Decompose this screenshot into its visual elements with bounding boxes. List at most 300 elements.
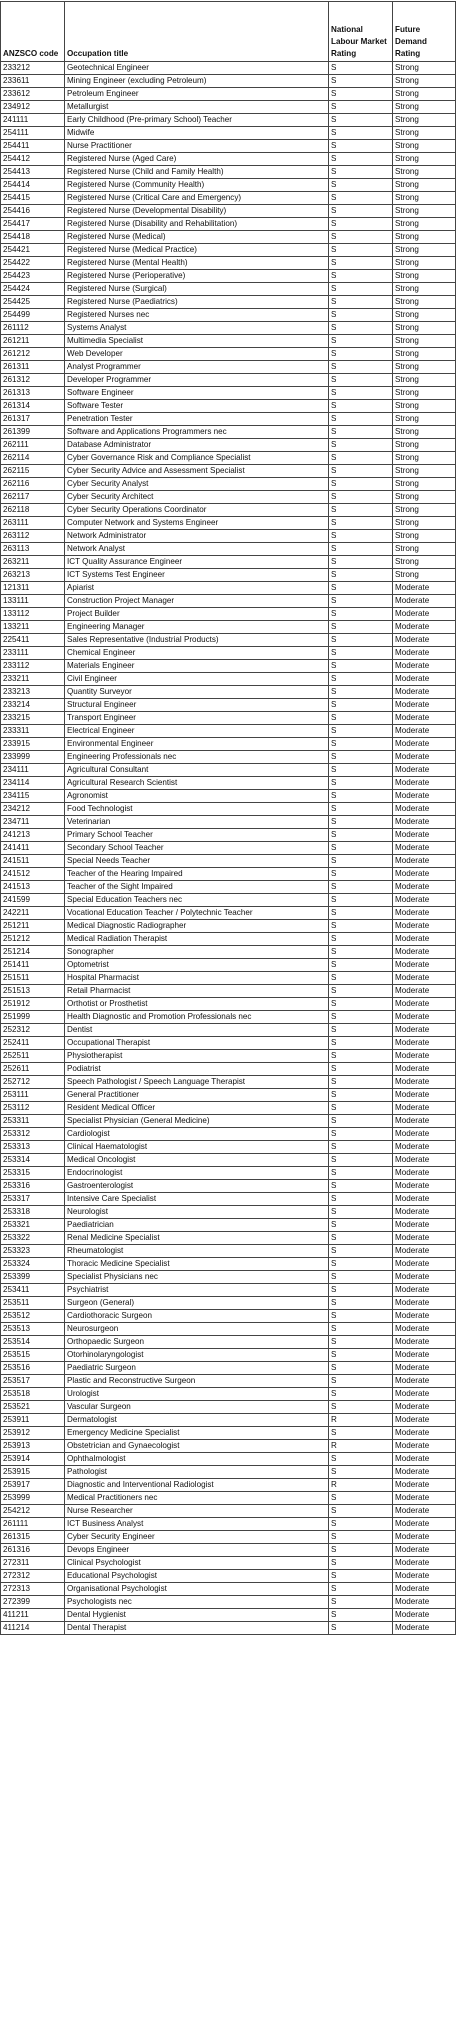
national-rating-cell: S: [329, 907, 393, 920]
future-demand-cell: Strong: [393, 75, 456, 88]
anzsco-code-cell: 253322: [1, 1232, 65, 1245]
future-demand-cell: Moderate: [393, 1102, 456, 1115]
anzsco-code-cell: 133211: [1, 621, 65, 634]
national-rating-cell: S: [329, 478, 393, 491]
table-row: [1, 1219, 456, 1232]
occupation-title-cell: Speech Pathologist / Speech Language Therapist: [65, 1076, 329, 1089]
future-demand-cell: Moderate: [393, 738, 456, 751]
anzsco-code-cell: 252312: [1, 1024, 65, 1037]
future-demand-cell: Moderate: [393, 1024, 456, 1037]
national-rating-cell: S: [329, 1297, 393, 1310]
table-row: [1, 946, 456, 959]
occupation-title-cell: Registered Nurse (Mental Health): [65, 257, 329, 270]
future-demand-cell: Strong: [393, 231, 456, 244]
national-rating-cell: S: [329, 283, 393, 296]
national-rating-cell: S: [329, 1115, 393, 1128]
national-rating-cell: S: [329, 946, 393, 959]
national-rating-cell: S: [329, 1544, 393, 1557]
anzsco-code-cell: 261314: [1, 400, 65, 413]
header-future-demand: Future Demand Rating: [393, 2, 456, 62]
occupation-title-cell: Registered Nurse (Surgical): [65, 283, 329, 296]
table-row: [1, 855, 456, 868]
anzsco-code-cell: 253512: [1, 1310, 65, 1323]
occupation-title-cell: Educational Psychologist: [65, 1570, 329, 1583]
occupation-title-cell: Cyber Security Engineer: [65, 1531, 329, 1544]
table-row: [1, 296, 456, 309]
anzsco-code-cell: 253315: [1, 1167, 65, 1180]
table-row: [1, 439, 456, 452]
anzsco-code-cell: 261212: [1, 348, 65, 361]
national-rating-cell: S: [329, 1219, 393, 1232]
anzsco-code-cell: 254413: [1, 166, 65, 179]
future-demand-cell: Moderate: [393, 1076, 456, 1089]
anzsco-code-cell: 133112: [1, 608, 65, 621]
occupation-title-cell: Thoracic Medicine Specialist: [65, 1258, 329, 1271]
future-demand-cell: Moderate: [393, 1154, 456, 1167]
future-demand-cell: Moderate: [393, 595, 456, 608]
occupation-title-cell: Special Education Teachers nec: [65, 894, 329, 907]
national-rating-cell: S: [329, 179, 393, 192]
anzsco-code-cell: 234912: [1, 101, 65, 114]
future-demand-cell: Moderate: [393, 1258, 456, 1271]
anzsco-code-cell: 262115: [1, 465, 65, 478]
table-row: [1, 998, 456, 1011]
national-rating-cell: S: [329, 816, 393, 829]
national-rating-cell: S: [329, 517, 393, 530]
anzsco-code-cell: 261315: [1, 1531, 65, 1544]
anzsco-code-cell: 253913: [1, 1440, 65, 1453]
occupation-title-cell: Emergency Medicine Specialist: [65, 1427, 329, 1440]
occupation-title-cell: Registered Nurse (Medical Practice): [65, 244, 329, 257]
future-demand-cell: Moderate: [393, 1206, 456, 1219]
future-demand-cell: Strong: [393, 556, 456, 569]
table-row: [1, 1375, 456, 1388]
table-row: [1, 192, 456, 205]
anzsco-code-cell: 254423: [1, 270, 65, 283]
national-rating-cell: S: [329, 1258, 393, 1271]
table-row: [1, 1232, 456, 1245]
table-row: [1, 1596, 456, 1609]
occupation-title-cell: Teacher of the Hearing Impaired: [65, 868, 329, 881]
future-demand-cell: Moderate: [393, 1479, 456, 1492]
anzsco-code-cell: 254424: [1, 283, 65, 296]
table-row: [1, 1154, 456, 1167]
anzsco-code-cell: 234212: [1, 803, 65, 816]
table-row: [1, 686, 456, 699]
header-row: [1, 2, 456, 62]
table-row: [1, 153, 456, 166]
future-demand-cell: Strong: [393, 517, 456, 530]
occupation-title-cell: Podiatrist: [65, 1063, 329, 1076]
anzsco-code-cell: 263113: [1, 543, 65, 556]
table-row: [1, 790, 456, 803]
future-demand-cell: Strong: [393, 166, 456, 179]
future-demand-cell: Moderate: [393, 1037, 456, 1050]
future-demand-cell: Moderate: [393, 1115, 456, 1128]
national-rating-cell: S: [329, 868, 393, 881]
national-rating-cell: S: [329, 829, 393, 842]
anzsco-code-cell: 263211: [1, 556, 65, 569]
anzsco-code-cell: 253521: [1, 1401, 65, 1414]
occupation-title-cell: Petroleum Engineer: [65, 88, 329, 101]
national-rating-cell: S: [329, 933, 393, 946]
table-row: [1, 1284, 456, 1297]
occupation-title-cell: Clinical Haematologist: [65, 1141, 329, 1154]
anzsco-code-cell: 253112: [1, 1102, 65, 1115]
national-rating-cell: S: [329, 1583, 393, 1596]
table-row: [1, 972, 456, 985]
occupation-title-cell: Otorhinolaryngologist: [65, 1349, 329, 1362]
future-demand-cell: Moderate: [393, 907, 456, 920]
national-rating-cell: S: [329, 1427, 393, 1440]
anzsco-code-cell: 253312: [1, 1128, 65, 1141]
national-rating-cell: S: [329, 244, 393, 257]
national-rating-cell: S: [329, 647, 393, 660]
national-rating-cell: S: [329, 1401, 393, 1414]
table-row: [1, 309, 456, 322]
future-demand-cell: Moderate: [393, 829, 456, 842]
anzsco-code-cell: 262118: [1, 504, 65, 517]
national-rating-cell: S: [329, 322, 393, 335]
occupation-title-cell: Registered Nurse (Disability and Rehabilitation): [65, 218, 329, 231]
anzsco-code-cell: 261312: [1, 374, 65, 387]
anzsco-code-cell: 233112: [1, 660, 65, 673]
table-row: [1, 621, 456, 634]
table-row: [1, 491, 456, 504]
occupation-title-cell: Veterinarian: [65, 816, 329, 829]
future-demand-cell: Moderate: [393, 1583, 456, 1596]
occupation-title-cell: Dermatologist: [65, 1414, 329, 1427]
table-row: [1, 751, 456, 764]
future-demand-cell: Moderate: [393, 894, 456, 907]
anzsco-code-cell: 411214: [1, 1622, 65, 1635]
anzsco-code-cell: 234711: [1, 816, 65, 829]
occupation-title-cell: Cyber Security Advice and Assessment Specialist: [65, 465, 329, 478]
future-demand-cell: Moderate: [393, 634, 456, 647]
national-rating-cell: S: [329, 1323, 393, 1336]
future-demand-cell: Strong: [393, 179, 456, 192]
table-row: [1, 1349, 456, 1362]
national-rating-cell: S: [329, 62, 393, 75]
national-rating-cell: S: [329, 166, 393, 179]
table-row: [1, 1336, 456, 1349]
anzsco-code-cell: 262116: [1, 478, 65, 491]
future-demand-cell: Moderate: [393, 1388, 456, 1401]
occupation-title-cell: Medical Diagnostic Radiographer: [65, 920, 329, 933]
anzsco-code-cell: 253911: [1, 1414, 65, 1427]
anzsco-code-cell: 254414: [1, 179, 65, 192]
anzsco-code-cell: 261112: [1, 322, 65, 335]
national-rating-cell: S: [329, 257, 393, 270]
anzsco-code-cell: 234115: [1, 790, 65, 803]
table-row: [1, 257, 456, 270]
national-rating-cell: S: [329, 1271, 393, 1284]
table-row: [1, 738, 456, 751]
occupation-title-cell: Software Engineer: [65, 387, 329, 400]
anzsco-code-cell: 253323: [1, 1245, 65, 1258]
anzsco-code-cell: 251513: [1, 985, 65, 998]
table-row: [1, 530, 456, 543]
national-rating-cell: S: [329, 1362, 393, 1375]
national-rating-cell: S: [329, 452, 393, 465]
future-demand-cell: Moderate: [393, 1505, 456, 1518]
table-row: [1, 218, 456, 231]
national-rating-cell: S: [329, 764, 393, 777]
occupation-title-cell: Agricultural Consultant: [65, 764, 329, 777]
table-row: [1, 1570, 456, 1583]
future-demand-cell: Moderate: [393, 1297, 456, 1310]
future-demand-cell: Strong: [393, 127, 456, 140]
table-row: [1, 1141, 456, 1154]
table-row: [1, 764, 456, 777]
occupation-title-cell: Multimedia Specialist: [65, 335, 329, 348]
future-demand-cell: Moderate: [393, 1245, 456, 1258]
future-demand-cell: Moderate: [393, 1544, 456, 1557]
future-demand-cell: Moderate: [393, 972, 456, 985]
occupation-title-cell: Orthotist or Prosthetist: [65, 998, 329, 1011]
table-row: [1, 283, 456, 296]
national-rating-cell: S: [329, 205, 393, 218]
anzsco-code-cell: 225411: [1, 634, 65, 647]
future-demand-cell: Strong: [393, 309, 456, 322]
future-demand-cell: Strong: [393, 218, 456, 231]
table-row: [1, 1388, 456, 1401]
table-row: [1, 881, 456, 894]
future-demand-cell: Strong: [393, 504, 456, 517]
anzsco-code-cell: 261399: [1, 426, 65, 439]
future-demand-cell: Moderate: [393, 582, 456, 595]
occupation-title-cell: Cardiothoracic Surgeon: [65, 1310, 329, 1323]
anzsco-code-cell: 233612: [1, 88, 65, 101]
table-row: [1, 1466, 456, 1479]
table-row: [1, 712, 456, 725]
anzsco-code-cell: 263213: [1, 569, 65, 582]
national-rating-cell: S: [329, 803, 393, 816]
occupation-title-cell: Specialist Physicians nec: [65, 1271, 329, 1284]
occupation-title-cell: Registered Nurse (Perioperative): [65, 270, 329, 283]
national-rating-cell: S: [329, 1596, 393, 1609]
table-row: [1, 1102, 456, 1115]
table-row: [1, 1362, 456, 1375]
occupation-title-cell: Mining Engineer (excluding Petroleum): [65, 75, 329, 88]
anzsco-code-cell: 254416: [1, 205, 65, 218]
future-demand-cell: Moderate: [393, 1232, 456, 1245]
occupation-title-cell: Neurosurgeon: [65, 1323, 329, 1336]
future-demand-cell: Moderate: [393, 1050, 456, 1063]
occupation-title-cell: Network Administrator: [65, 530, 329, 543]
table-row: [1, 868, 456, 881]
occupation-title-cell: Registered Nurse (Paediatrics): [65, 296, 329, 309]
future-demand-cell: Moderate: [393, 855, 456, 868]
national-rating-cell: S: [329, 1518, 393, 1531]
table-row: [1, 1167, 456, 1180]
table-row: [1, 985, 456, 998]
future-demand-cell: Moderate: [393, 959, 456, 972]
table-row: [1, 829, 456, 842]
occupation-title-cell: Vocational Education Teacher / Polytechnic Teacher: [65, 907, 329, 920]
occupation-title-cell: Resident Medical Officer: [65, 1102, 329, 1115]
future-demand-cell: Strong: [393, 452, 456, 465]
table-row: [1, 1310, 456, 1323]
header-national-rating: National Labour Market Rating: [329, 2, 393, 62]
occupation-title-cell: Registered Nurse (Developmental Disability): [65, 205, 329, 218]
national-rating-cell: S: [329, 1505, 393, 1518]
occupation-title-cell: Retail Pharmacist: [65, 985, 329, 998]
future-demand-cell: Strong: [393, 270, 456, 283]
anzsco-code-cell: 272312: [1, 1570, 65, 1583]
table-row: [1, 1427, 456, 1440]
occupation-title-cell: Health Diagnostic and Promotion Professionals nec: [65, 1011, 329, 1024]
national-rating-cell: S: [329, 686, 393, 699]
anzsco-code-cell: 121311: [1, 582, 65, 595]
anzsco-code-cell: 252712: [1, 1076, 65, 1089]
table-row: [1, 1024, 456, 1037]
future-demand-cell: Moderate: [393, 1128, 456, 1141]
future-demand-cell: Moderate: [393, 686, 456, 699]
anzsco-code-cell: 272313: [1, 1583, 65, 1596]
national-rating-cell: S: [329, 751, 393, 764]
national-rating-cell: S: [329, 790, 393, 803]
national-rating-cell: S: [329, 218, 393, 231]
future-demand-cell: Moderate: [393, 1141, 456, 1154]
occupation-title-cell: Renal Medicine Specialist: [65, 1232, 329, 1245]
national-rating-cell: S: [329, 101, 393, 114]
national-rating-cell: S: [329, 1154, 393, 1167]
occupation-title-cell: Database Administrator: [65, 439, 329, 452]
national-rating-cell: S: [329, 725, 393, 738]
occupation-title-cell: Orthopaedic Surgeon: [65, 1336, 329, 1349]
anzsco-code-cell: 254499: [1, 309, 65, 322]
occupation-title-cell: Civil Engineer: [65, 673, 329, 686]
anzsco-code-cell: 253518: [1, 1388, 65, 1401]
occupation-title-cell: Engineering Professionals nec: [65, 751, 329, 764]
future-demand-cell: Moderate: [393, 1531, 456, 1544]
occupation-title-cell: ICT Systems Test Engineer: [65, 569, 329, 582]
occupation-title-cell: Nurse Researcher: [65, 1505, 329, 1518]
occupation-title-cell: Nurse Practitioner: [65, 140, 329, 153]
anzsco-code-cell: 411211: [1, 1609, 65, 1622]
national-rating-cell: S: [329, 309, 393, 322]
occupation-title-cell: Software Tester: [65, 400, 329, 413]
occupation-title-cell: Rheumatologist: [65, 1245, 329, 1258]
table-row: [1, 127, 456, 140]
table-row: [1, 1271, 456, 1284]
table-row: [1, 1518, 456, 1531]
occupation-title-cell: Medical Radiation Therapist: [65, 933, 329, 946]
anzsco-code-cell: 253314: [1, 1154, 65, 1167]
occupation-title-cell: Registered Nurse (Aged Care): [65, 153, 329, 166]
table-row: [1, 387, 456, 400]
future-demand-cell: Moderate: [393, 1362, 456, 1375]
table-row: [1, 777, 456, 790]
table-row: [1, 322, 456, 335]
occupation-title-cell: Registered Nurses nec: [65, 309, 329, 322]
national-rating-cell: S: [329, 972, 393, 985]
anzsco-code-cell: 251214: [1, 946, 65, 959]
national-rating-cell: S: [329, 1141, 393, 1154]
future-demand-cell: Moderate: [393, 647, 456, 660]
anzsco-code-cell: 253411: [1, 1284, 65, 1297]
table-row: [1, 1193, 456, 1206]
anzsco-code-cell: 233111: [1, 647, 65, 660]
future-demand-cell: Moderate: [393, 1596, 456, 1609]
national-rating-cell: S: [329, 959, 393, 972]
national-rating-cell: S: [329, 1336, 393, 1349]
national-rating-cell: S: [329, 1193, 393, 1206]
occupation-title-cell: Construction Project Manager: [65, 595, 329, 608]
national-rating-cell: S: [329, 621, 393, 634]
future-demand-cell: Strong: [393, 88, 456, 101]
future-demand-cell: Moderate: [393, 1466, 456, 1479]
anzsco-code-cell: 241512: [1, 868, 65, 881]
future-demand-cell: Strong: [393, 322, 456, 335]
anzsco-code-cell: 253511: [1, 1297, 65, 1310]
occupation-title-cell: Developer Programmer: [65, 374, 329, 387]
national-rating-cell: R: [329, 1440, 393, 1453]
future-demand-cell: Moderate: [393, 1310, 456, 1323]
table-row: [1, 907, 456, 920]
table-row: [1, 1128, 456, 1141]
national-rating-cell: S: [329, 738, 393, 751]
anzsco-code-cell: 133111: [1, 595, 65, 608]
future-demand-cell: Moderate: [393, 1219, 456, 1232]
national-rating-cell: S: [329, 1063, 393, 1076]
anzsco-code-cell: 241513: [1, 881, 65, 894]
occupation-title-cell: Paediatric Surgeon: [65, 1362, 329, 1375]
future-demand-cell: Moderate: [393, 673, 456, 686]
table-row: [1, 88, 456, 101]
future-demand-cell: Strong: [393, 244, 456, 257]
anzsco-code-cell: 233915: [1, 738, 65, 751]
national-rating-cell: S: [329, 1349, 393, 1362]
table-row: [1, 1401, 456, 1414]
occupation-title-cell: Plastic and Reconstructive Surgeon: [65, 1375, 329, 1388]
table-row: [1, 1479, 456, 1492]
anzsco-code-cell: 234114: [1, 777, 65, 790]
anzsco-code-cell: 233214: [1, 699, 65, 712]
national-rating-cell: S: [329, 998, 393, 1011]
future-demand-cell: Moderate: [393, 608, 456, 621]
national-rating-cell: S: [329, 1492, 393, 1505]
occupation-title-cell: Registered Nurse (Child and Family Health): [65, 166, 329, 179]
anzsco-code-cell: 253515: [1, 1349, 65, 1362]
table-row: [1, 1323, 456, 1336]
future-demand-cell: Moderate: [393, 1609, 456, 1622]
future-demand-cell: Moderate: [393, 1193, 456, 1206]
occupation-title-cell: General Practitioner: [65, 1089, 329, 1102]
occupation-title-cell: Devops Engineer: [65, 1544, 329, 1557]
occupation-title-cell: Urologist: [65, 1388, 329, 1401]
anzsco-code-cell: 233215: [1, 712, 65, 725]
occupation-title-cell: Apiarist: [65, 582, 329, 595]
occupation-title-cell: Engineering Manager: [65, 621, 329, 634]
occupation-title-cell: Pathologist: [65, 1466, 329, 1479]
table-row: [1, 361, 456, 374]
occupation-title-cell: Gastroenterologist: [65, 1180, 329, 1193]
table-row: [1, 582, 456, 595]
table-row: [1, 1453, 456, 1466]
table-row: [1, 933, 456, 946]
national-rating-cell: S: [329, 712, 393, 725]
anzsco-code-cell: 253399: [1, 1271, 65, 1284]
national-rating-cell: S: [329, 1388, 393, 1401]
future-demand-cell: Strong: [393, 283, 456, 296]
national-rating-cell: S: [329, 985, 393, 998]
national-rating-cell: S: [329, 1180, 393, 1193]
table-row: [1, 673, 456, 686]
national-rating-cell: S: [329, 660, 393, 673]
occupation-title-cell: Software and Applications Programmers nec: [65, 426, 329, 439]
